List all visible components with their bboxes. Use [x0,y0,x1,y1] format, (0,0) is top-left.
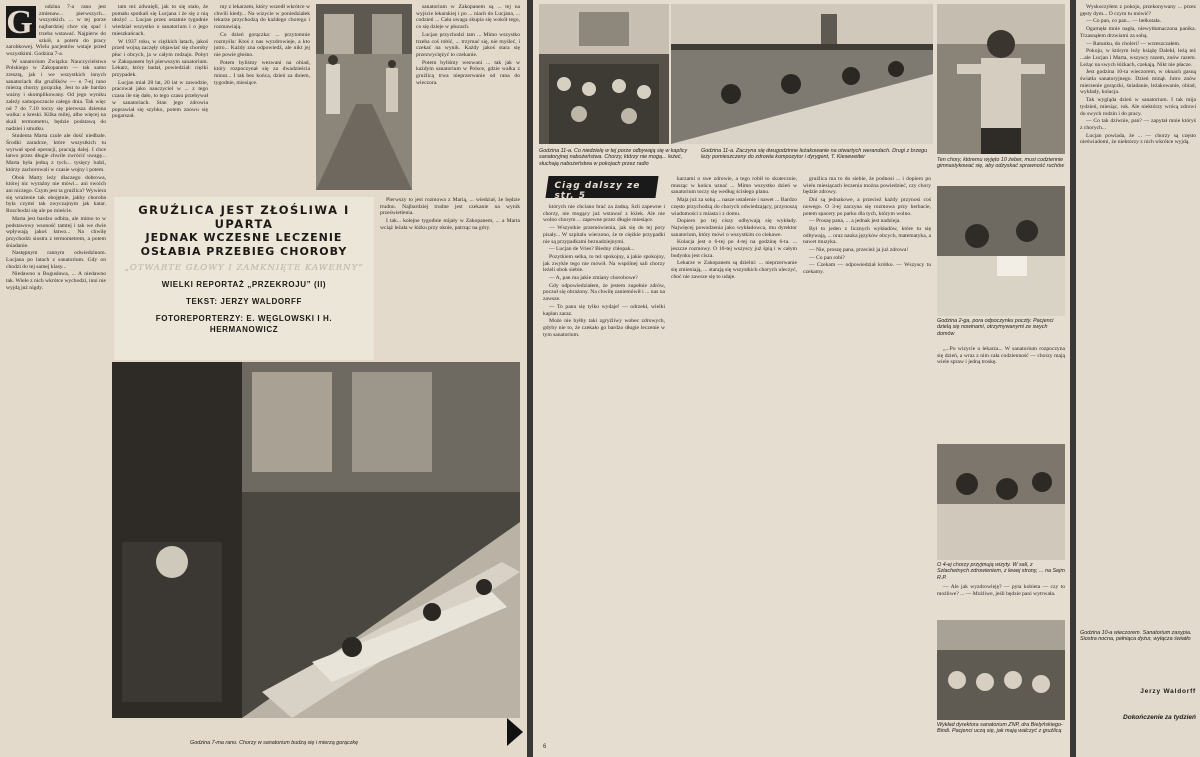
paragraph: Gdy odpowiedziałem, że jestem zupełnie zdrów, poczuł się obrażony. Na chwilę zaniemówił i ... nas na zawsze. [543,282,665,303]
photo-mail [937,186,1065,316]
lecture-image [937,620,1065,720]
headline-line-1: GRUŹLICA JEST ZŁOŚLIWA I UPARTA [138,203,350,231]
paragraph: „...Po wizycie u lekarza... W sanatorium rozpoczyna się dzień, a wraz z nim cała codzienność — chorzy mają wiele spraw i jedną troskę. [937,346,1065,366]
paragraph: — Ratunku, do choleri! — wrzeszczałem. [1086,40,1181,47]
middle-col-2 [671,176,797,752]
veranda-image [671,4,933,144]
left-col-5 [380,197,520,357]
caption-night: Godzina 10-a wieczorem. Sanatorium zasypia. Siostra nocna, pełniąca dyżur, wyłącza światło [1080,630,1192,643]
paragraph: — Co tak dziwnie, pan? — zapytał mnie któryś z chorych... [1080,118,1196,131]
caption-veranda: Godzina 11-a. Zaczyna się dwugodzinne leżakowanie na otwartych werandach. Drugi z brzegu leży pomieszczeny do zdrowia kompozytor i dyrygent, T. Kiesewetter [701,148,928,161]
paragraph: Wyskoczyłem z pokoju, przekonywany ... przez gęsty dym... O czym tu mówić? [1080,4,1196,17]
continuation-banner [545,176,658,201]
paragraph: których nie chciano brać za żadną. Szli zapewne i chorzy, nie mogący już wstawać z łóżek. Ale nie wolno chorym ... zapewne przez długie miesiące. [543,204,665,224]
headline-subtitle: „OTWARTE GŁOWY I ZAMKNIĘTE KAWERNY” [124,263,364,273]
left-col-3 [214,4,310,192]
photo-lecture [937,620,1065,720]
paragraph: Niedawno u Bogusława, ... A niedawno tak. Wiele z nich wkrótce wychodzi, inni nie wyjdą już nigdy. [6,271,106,291]
caption-lecture: Wykład dyrektora sanatorium ZNP, dra Bielyńskiego-Bindi. Pacjenci uczą się, jak mają walczyć z gruźlicą [937,722,1063,735]
photo-gymnastics [937,4,1065,154]
paragraph: Pierwszy to jest rozmowa z Marią, ... wiedział, że będzie trudno. Najbardziej trudne jest czekanie na wynik prześwietlenia. [380,197,520,217]
paragraph: gruźlica ma to do siebie, że podnosi ... i dopiero po wielu miesiącach leczenia można powiedzieć, czy chory będzie zdrowy. [803,176,931,196]
paragraph: Dni są jednakowe, a przecież każdy przynosi coś nowego. O 3-ej zaczyna się rozmowa przy herbacie, potem spacery po parku dla tych, którym wolno. [803,197,931,217]
middle-page [533,0,1070,757]
paragraph: W 1937 roku, w ciężkich latach, jakoś przed wojną zaczęły objawiać się choroby płuc i obcych, ja w całym rodzaju. Pobyt w Zakopanem był pierwszym sanatorium. Lekarz, który badał, powiedział: ciężki przypadek. [112,38,208,79]
paragraph: tam też zdwaięli, jak to się stało, że pomału spotkali się Lucjana i że się z nią ułożyć ... Lucjan przez ostatnie tygodnie wiedział wszystko o sanatorium i o jego mieszkańcach. [112,4,208,37]
paragraph: Był to jeden z licznych wykładów, które tu się odbywają, ... oraz nauka języków obcych, matematyka, a nawet muzyka. [803,225,931,246]
paragraph: karzami o swe zdrowie, a tego robił to skutecznie, musząc w końcu uznać ... Mimo wszystko dzień w sanatorium toczy się według ścisłego planu. [671,176,797,196]
paragraph: — To panu się tylko wydaje! — odrzekł, wielki kapłan zaraz. [543,303,665,317]
continue-arrow-icon [507,718,523,746]
headline-block [114,197,374,360]
paragraph: — Czekam — odpowiedział krótko. — Wszyscy tu czekamy. [803,262,931,276]
page-number: 6 [543,744,547,750]
dropcap: G [6,6,36,38]
middle-col-3 [803,176,931,752]
continuation-label: Ciąg dalszy ze str. 5 [554,181,641,201]
left-page [0,0,527,757]
photo-hospital-corridor [316,4,412,190]
caption-gymnastics: Ten chory, któremu wyjęto 10 żeber, musi codziennie gimnastykować się, aby odzyskać sprawność ruchów [937,157,1065,170]
paragraph: Tak wygląda dzień w sanatorium. I tak mija tydzień, miesiąc, rok. Ale niektórzy wrócą zdrowi do swych rodzin i do pracy. [1080,97,1196,117]
headline-line-2: JEDNAK WCZESNE LECZENIE [145,231,343,244]
paragraph: Maja już za sobą ... nasze ustalenie i nawet ... Bardzo często przychodzą do chorych odwiedzający, przynoszą wiadomości z miasta i z domu. [671,197,797,217]
middle-col-4 [937,346,1065,442]
paragraph: Następnym rannym odwiedzinom. Lucjana po latach z sanatorium. Gdy on chodzi do tej samej klasy... [6,250,106,270]
mail-image [937,186,1065,316]
paragraph: Kolacja jest o 6-tej po 4-tej na godzinę 6-ta. ... jeszcze rozmowy. O 10-tej wszyscy już śpią i w całym budynku jest cisza. [671,239,797,259]
headline-line-3: OSŁABIA PRZEBIEG CHOROBY [140,245,348,258]
middle-col-1 [543,204,665,752]
hospital-corridor-image [316,4,412,190]
photo-visits [937,444,1065,560]
paragraph: Potem byliśmy wezwani ... tak jak w każdym sanatorium w Polsce, gdzie walka z gruźlicą trwa nieprzerwanie od rana do wieczora. [416,59,520,86]
paragraph: — Co pan, co pan... — bełkotała. [1086,18,1162,25]
paragraph: Pozytkiem selka, to też spokojny, a jakie spokojny, jak zwykle tego nie mówił. Na wspólnej sali chorzy leżeli obok siebie. [543,253,665,274]
paragraph: Obok Marty leży dlaczego dobrowa, której nic wyraźny nie mówi... ani swoich ani niczego. Czym jest ta gruźlica? Wywiera się wrażenie tak obojętnie, jakby choroba była czymś tak zwyczajnym jak katar. Rozchodzi się ale po mieście. [6,174,106,215]
paragraph: Jest godzina 10-ta wieczorem, w oknach gasną światła sanatoryjnego. Dzień minął. Jutro znów mierzenie gorączki, śniadanie, leżakowanie, obiad, wykłady, kolacja. [1080,69,1196,96]
left-col-4 [416,4,520,192]
chapel-image [539,4,669,144]
photo-credit: FOTOREPORTERZY: E. WĘGLOWSKI I H. HERMANOWICZ [155,314,333,334]
caption-chapel: Godzina 11-a. Co niedzielę w tej porze odbywają się w kaplicy sanatoryjnej nabożeństwa. Chorzy, którzy nie mogą... leżeć, słuchają nabożeństwa w pokojach przez radio [539,148,688,167]
middle-col-5 [937,584,1065,620]
signature: Jerzy Waldorff [1140,688,1196,695]
paragraph: my z lekarzem, który wszedł wkrótce w chwili kiedy... Na wizycie w poniedziałek lekarze przychodzą do każdego chorego i rozmawiają. [214,4,310,31]
text-credit: TEKST: JERZY WALDORFF [185,297,302,306]
paragraph: Lucjan miał 28 lat, 20 lat w zawodzie, pracował jako nauczyciel w ... z tego czasu ile się dało, to tego czasu przebywał w sanatoriach. Stan jego zdrowia poprawiał się szybko, potem znowu się pogarszał. [112,79,208,120]
paragraph: Co dzień gorączka: ... przytomnie rozmyśla: Ktoś z nas wyzdrowieje, a kto jutro... Każdy zna odpowiedź, ale nikt jej nie powie głośno. [214,31,310,58]
gymnastics-image [937,4,1065,154]
left-col-1 [6,4,106,752]
paragraph: Marta jest bardzo odbita, ale mimo to w podstawowy wsoność tamtej i tak we dwie wpływają jakoś łatwo... Na chwilę przychodzi siostra z termometrem, a potem śniadanie. [6,215,106,249]
paragraph: — Nie, proszę pana, przecież ja już zdrowa! [809,247,909,254]
report-label: WIELKI REPORTAŻ „PRZEKROJU” (II) [161,280,327,289]
end-note: Dokończenie za tydzień [1123,714,1196,721]
paragraph: — A, pan ma jakie zmiany chorobowe? [549,275,638,282]
paragraph: Pokoju, w którym leży książę Dalekł, leżą też ...ale Lucjan i Marta, wszyscy razem, znów razem. Leżąc na swych łóżkach, czekają. Nikt nie płacze. [1080,48,1196,68]
paragraph: Lekarze w Zakopanem są dzielni: ... nieprzerwanie się zmieniają, ... starają się wszystkich chorych uleczyć, choć nie zawsze się to udaje. [671,260,797,280]
photo-veranda [671,4,933,144]
sanatorium-ward-image [112,362,520,718]
visits-image [937,444,1065,560]
paragraph: Studenta Marta czule ale dość niedbale. Środki zaradcze, które wszystkich tu wyrwał spod operacji, pracują dalej. I chce łatwo przez długie chwile zwrócić uwagę... Marta była jedną z tych... tysięcy ludzi, którzy zachorowali w czasie wojny i potem. [6,133,106,173]
paragraph: — Co pan robi? [809,254,845,261]
paragraph: I tak... kolejne tygodnie mijały w Zakopanem, ... a Marta wciąż leżała w łóżku przy oknie, patrząc na góry. [380,218,520,231]
paragraph: Potem byliśmy wezwani na obiad, który rozpoczynał się za dwadzieścia minut... I tak bez końca, dzień za dniem, tygodnie, miesiące. [214,59,310,86]
paragraph: Lucjan przychodzi tam ... Mimo wszystko trzeba coś robić, ... trzymać się, nie myśleć, i czekać na wynik. Każdy jakoś stara się przezwyciężyć to czekanie. [416,31,520,58]
paragraph: — Lucjan de Vries? Biedny chłopak... [549,246,635,253]
paragraph: Ogarnęła mnie nagła, niewytłumaczona panika. Trzasnąłem drzwiami za sobą. [1080,26,1196,39]
paragraph: Lucjan powiada, że ... — chorzy są często nieświadomi, że niektórzy z nich wkrótce wyjdą. [1080,132,1196,146]
paragraph: Dopiero po tej ciszy odbywają się wykłady. Najwięcej powodzenia jako wykładowca, mu dyrektor sanatorium, który mówi o wszystkim co ciekawe. [671,218,797,238]
paragraph: sanatorium w Zakopanem są ... tej na wyjście lekarskiej i po ... niach do Lucjana, ... codzień ... Cała uwaga skupia się wokół tego, co się dzieje w płucach. [416,4,520,31]
paragraph: Może nie byłby taki zgryźliwy wobec zdrowych, gdyby nie to, że czekało go bardzo długie leczenie w tym sanatorium. [543,318,665,338]
left-col-2 [112,4,208,192]
caption-visits: O 4-ej chorzy przyjmują wizyty. W sali, z Szlachetnych zdrowieniem, z lewej strony, ... na Sejm R.P. [937,562,1065,581]
photo-caption-ward: Godzina 7-ma rano. Chorzy w sanatorium budzą się i mierzą gorączkę [190,740,359,746]
photo-chapel-service [539,4,669,144]
paragraph: W sanatorium Związku Nauczycielstwa Polskiego w Zakopanem — tak samo zresztą, jak i we wszystkich innych sanatoriach dla gruźlików — o 7-ej rano mierzą chorzy gorączkę. Jest to ale bardzo ważny i skomplikowany. Od jego wyniku zależy samopoczucie całego dnia. Tak więc od 7 do 7.10 toczy się pierwsza dzienna walka: o kreski. Kilka milej, albo więcej na skali termometru, będzie podstawą do nadziei i smutku. [6,58,106,132]
right-col-1 [1080,4,1196,626]
photo-sanatorium-ward [112,362,520,718]
paragraph: — Ale jak wyzdrowieję? — pyta kobieta — czy to możliwe? ... — Możliwe, jeśli będzie pani wytrwała. [937,584,1065,597]
right-page [1076,0,1200,757]
caption-mail: Godzina 2-ga, pora odpoczynku poczty. Pacjenci dzielą się nowinami, otrzymywanymi ze swych domów [937,318,1054,337]
paragraph: odzina 7-a rano jest zmienaw... pierwszych... wszystkich. ... w tej porze najbardziej chce się spać i trzeba wstawać. Najpierw do szkół, a potem do pracy zarobkowej. Wielu pacjentów wstaje przed wszystkimi. Godzina 7-a. [6,4,106,57]
paragraph: — Proszę pana, ... a jednak jest nadzieja. [809,218,901,225]
paragraph: — Wszystkie przemówienia, jak się do tej pory pisały... W szpitalu wierzono, że te ciężkie przypadki nie są przypadkami beznadziejnymi. [543,225,665,245]
